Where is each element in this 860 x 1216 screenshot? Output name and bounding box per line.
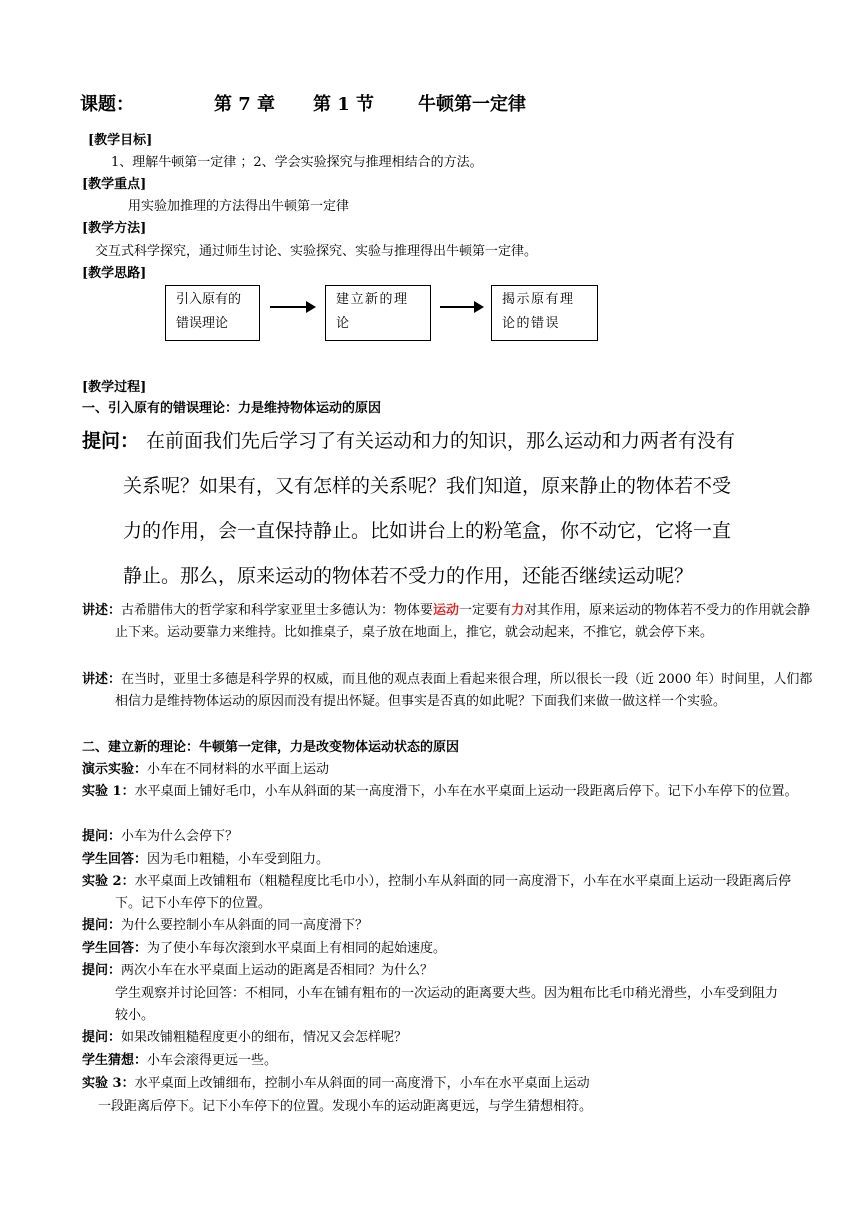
flow-arrow-1: [270, 306, 314, 308]
chapter-title: 第 7 章: [214, 94, 276, 115]
answer-1: [82, 849, 329, 871]
question-text: 为什么要控制小车从斜面的同一高度滑下？: [121, 918, 369, 933]
flow-box-line2: 论的错误: [502, 316, 561, 331]
lecture-text: 古希腊伟大的哲学家和科学家亚里士多德认为：物体要: [121, 603, 434, 618]
highlight-force: 力: [511, 603, 525, 618]
section-title: 第 1 节: [313, 94, 375, 115]
question-label: 提问：: [82, 829, 122, 844]
question-1: [82, 826, 238, 848]
answer-label: 学生回答：: [82, 941, 148, 956]
lecture-paragraph-2: [82, 669, 813, 713]
experiment-3: [82, 1073, 590, 1095]
demo-text: 小车在不同材料的水平面上运动: [147, 762, 330, 777]
question-text: 小车为什么会停下？: [121, 829, 239, 844]
flow-box-line2: 论: [336, 316, 351, 331]
experiment-text: 水平桌面上铺好毛巾，小车从斜面的某一高度滑下，小车在水平桌面上运动一段距离后停下。记下小车停下的位置。: [134, 784, 798, 799]
discussion-text: 学生观察并讨论回答：不相同，小车在铺有粗布的一次运动的距离要大些。因为粗布比毛巾稍光滑些，小车受到阻力较小。: [115, 986, 779, 1023]
question-label: 提问：: [82, 430, 140, 452]
question-text: 如果改铺粗糙程度更小的细布，情况又会怎样呢？: [121, 1030, 408, 1045]
flow-box-line2: 错误理论: [176, 316, 229, 331]
question-label: 提问：: [82, 1030, 122, 1045]
lesson-label: 课题：: [80, 94, 134, 115]
answer-text: 因为毛巾粗糙，小车受到阻力。: [147, 852, 330, 867]
question-4: [82, 1027, 407, 1049]
question-label: 提问：: [82, 963, 122, 978]
question-line: 力的作用，会一直保持静止。比如讲台上的粉笔盒，你不动它，它将一直: [123, 520, 732, 542]
lecture-text: 对其作用，原来运动的物体若不受力的作用就会静止下来。运动要靠力来维持。比如推桌子，桌子放在地面上，推它，就会动起来，不推它，就会停下来。: [115, 603, 811, 640]
experiment-text: 水平桌面上改铺细布，控制小车从斜面的同一高度滑下，小车在水平桌面上运动: [134, 1076, 590, 1091]
experiment-label: 实验 2：: [82, 874, 135, 889]
goals-heading: [教学目标]: [88, 133, 153, 148]
guess-text: 小车会滚得更远一些。: [147, 1053, 278, 1068]
experiment-label: 实验 1：: [82, 784, 135, 799]
process-heading: [教学过程]: [82, 380, 147, 395]
lecture-paragraph-1: [82, 600, 813, 644]
question-line: 在前面我们先后学习了有关运动和力的知识，那么运动和力两者有没有: [146, 430, 736, 452]
highlight-motion: 运动: [433, 603, 460, 618]
demo-label: 演示实验：: [82, 762, 148, 777]
demo-line: [82, 759, 329, 781]
flow-box-old-theory: [165, 285, 260, 341]
flow-box-line1: 揭示原有理: [502, 292, 575, 307]
thinking-heading: [教学思路]: [82, 266, 147, 281]
student-guess: [82, 1050, 277, 1072]
flow-arrow-2: [440, 306, 482, 308]
flow-box-line1: 建立新的理: [336, 292, 409, 307]
answer-2: [82, 938, 446, 960]
experiment-label: 实验 3：: [82, 1076, 135, 1091]
lecture-label: 讲述：: [82, 603, 122, 618]
methods-text: 交互式科学探究，通过师生讨论、实验探究、实验与推理得出牛顿第一定律。: [95, 244, 538, 259]
question-3: [82, 960, 433, 982]
answer-text: 为了使小车每次滚到水平桌面上有相同的起始速度。: [147, 941, 447, 956]
key-points-heading: [教学重点]: [82, 177, 147, 192]
question-2: [82, 915, 368, 937]
key-points-text: 用实验加推理的方法得出牛顿第一定律: [128, 199, 350, 214]
question-text: 两次小车在水平桌面上运动的距离是否相同？为什么？: [121, 963, 434, 978]
lecture-label: 讲述：: [82, 672, 122, 687]
experiment-2: [82, 871, 813, 915]
part2-heading: 二、建立新的理论：牛顿第一定律，力是改变物体运动状态的原因: [82, 740, 460, 755]
flow-box-new-theory: [325, 285, 431, 341]
guess-label: 学生猜想：: [82, 1053, 148, 1068]
part1-heading: 一、引入原有的错误理论：力是维持物体运动的原因: [82, 401, 382, 416]
lecture-text: 在当时，亚里士多德是科学界的权威，而且他的观点表面上看起来很合理，所以很长一段（近 2000 年）时间里，人们都相信力是维持物体运动的原因而没有提出怀疑。但事实是否真的如此呢？下面我们来做一做这样一个实验。: [115, 672, 813, 709]
question-line: 关系呢？如果有，又有怎样的关系呢？我们知道，原来静止的物体若不受: [123, 475, 732, 497]
question-label: 提问：: [82, 918, 122, 933]
lecture-text: 一定要有: [459, 603, 512, 618]
methods-heading: [教学方法]: [82, 221, 147, 236]
question-line: 静止。那么，原来运动的物体若不受力的作用，还能否继续运动呢？: [123, 565, 694, 587]
goals-text: 1、理解牛顿第一定律 ；2、学会实验探究与推理相结合的方法。: [111, 155, 483, 170]
experiment-3-continued: 一段距离后停下。记下小车停下的位置。发现小车的运动距离更远，与学生猜想相符。: [98, 1099, 593, 1114]
topic-title: 牛顿第一定律: [418, 94, 526, 115]
flow-box-reveal-error: [491, 285, 598, 341]
experiment-text: 水平桌面上改铺粗布（粗糙程度比毛巾小），控制小车从斜面的同一高度滑下，小车在水平桌面上运动一段距离后停下。记下小车停下的位置。: [115, 874, 792, 911]
flow-box-line1: 引入原有的: [176, 292, 242, 307]
answer-label: 学生回答：: [82, 852, 148, 867]
experiment-1: [82, 781, 813, 803]
